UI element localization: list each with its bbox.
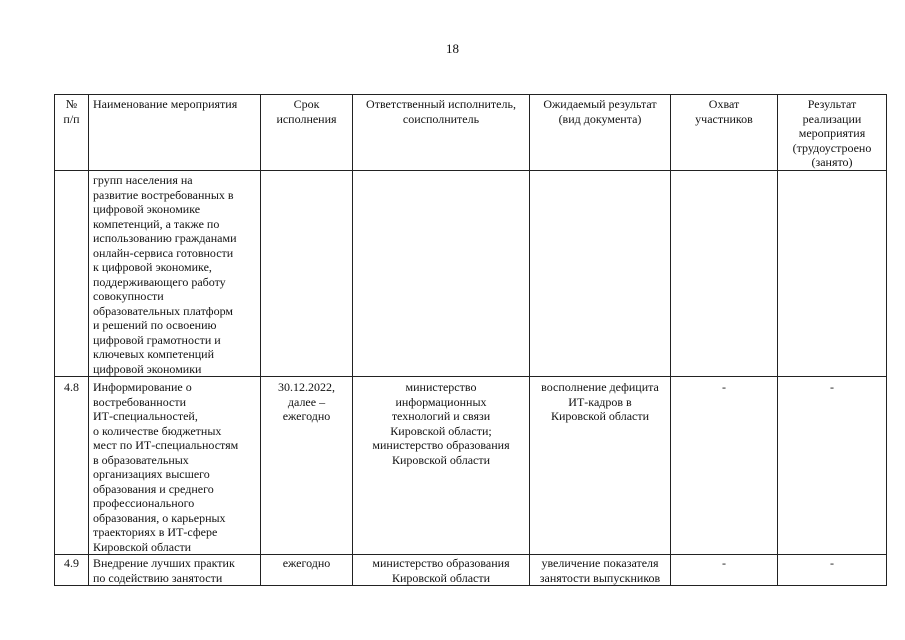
cell-term	[261, 171, 353, 377]
table-row	[55, 171, 887, 377]
table-row	[55, 555, 887, 586]
cell-coverage: -	[671, 377, 778, 555]
cell-expected-result: увеличение показателя занятости выпускников	[530, 555, 671, 586]
table-header-row	[55, 95, 887, 171]
table-row	[55, 377, 887, 555]
cell-event-name: Информирование о востребованности ИТ-специальностей, о количестве бюджетных мест по ИТ-специальностям в образовательных организациях высшего образования и среднего профессионального образования, о карьерных траекториях в ИТ-сфере Кировской области	[89, 377, 261, 555]
header-expected-result: Ожидаемый результат (вид документа)	[530, 95, 671, 171]
header-number: № п/п	[55, 95, 89, 171]
cell-outcome: -	[778, 377, 887, 555]
cell-responsible	[353, 171, 530, 377]
cell-expected-result	[530, 171, 671, 377]
cell-responsible: министерство информационных технологий и связи Кировской области; министерство образования Кировской области	[353, 377, 530, 555]
cell-responsible: министерство образования Кировской области	[353, 555, 530, 586]
cell-number: 4.9	[55, 555, 89, 586]
cell-event-name: групп населения на развитие востребованных в цифровой экономике компетенций, а также по использованию гражданами онлайн-сервиса готовности к цифровой экономике, поддерживающего работу совокупности образовательных платформ и решений по освоению цифровой грамотности и ключевых компетенций цифровой экономики	[89, 171, 261, 377]
cell-coverage	[671, 171, 778, 377]
page-number: 18	[446, 41, 459, 56]
header-responsible: Ответственный исполнитель, соисполнитель	[353, 95, 530, 171]
header-outcome: Результат реализации мероприятия (трудоустроено (занято)	[778, 95, 887, 171]
header-term: Срок исполнения	[261, 95, 353, 171]
header-coverage: Охват участников	[671, 95, 778, 171]
cell-term: 30.12.2022, далее – ежегодно	[261, 377, 353, 555]
cell-coverage: -	[671, 555, 778, 586]
cell-outcome	[778, 171, 887, 377]
cell-term: ежегодно	[261, 555, 353, 586]
cell-expected-result: восполнение дефицита ИТ-кадров в Кировской области	[530, 377, 671, 555]
cell-event-name: Внедрение лучших практик по содействию занятости	[89, 555, 261, 586]
cell-outcome: -	[778, 555, 887, 586]
header-event-name: Наименование мероприятия	[89, 95, 261, 171]
cell-number	[55, 171, 89, 377]
events-table	[54, 94, 887, 586]
cell-number: 4.8	[55, 377, 89, 555]
